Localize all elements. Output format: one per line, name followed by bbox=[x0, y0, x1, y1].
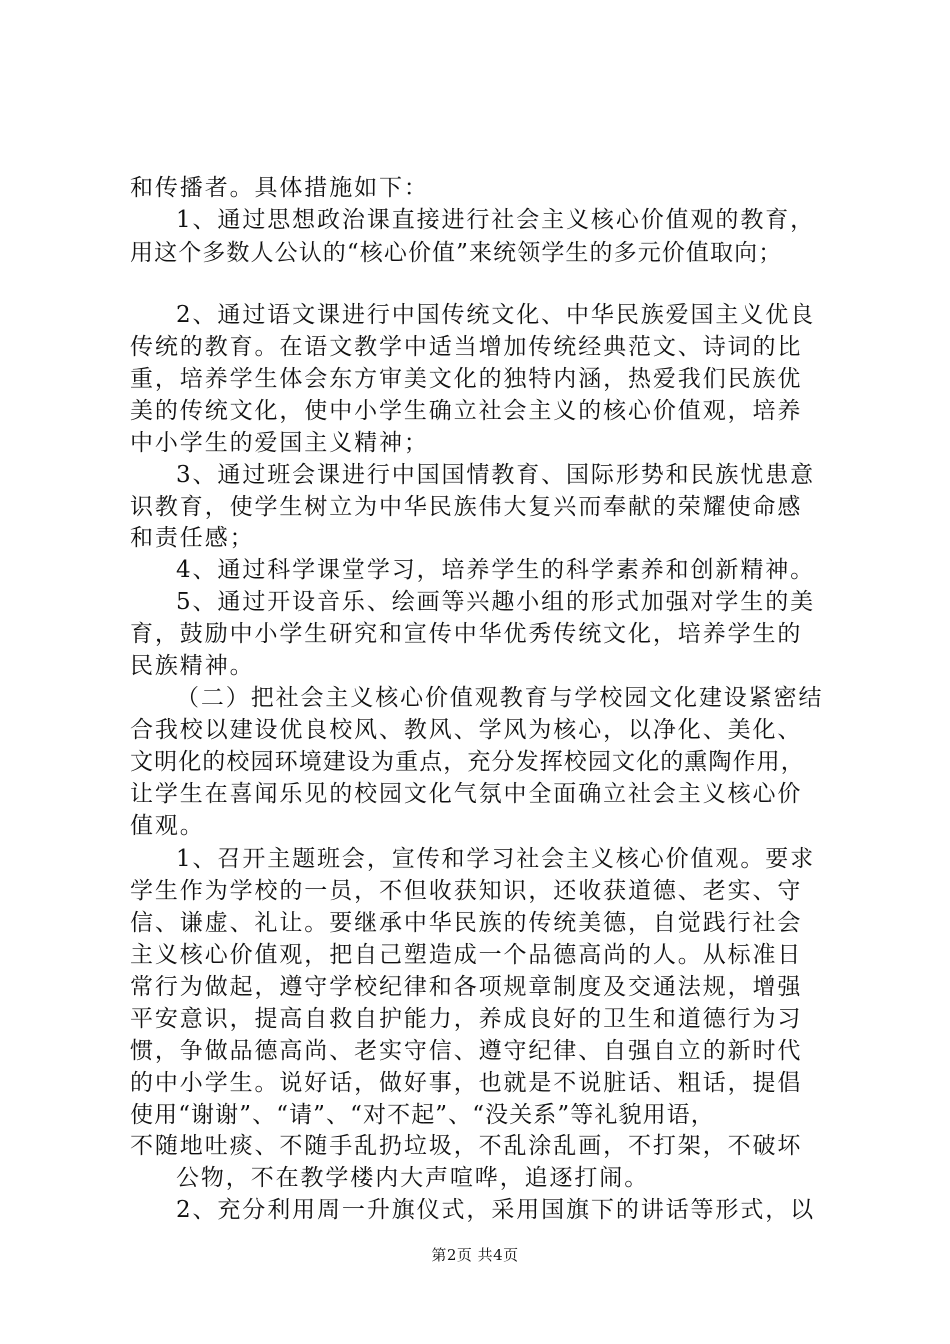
text-line: 中小学生的爱国主义精神； bbox=[130, 430, 429, 456]
text-line: 的中小学生。说好话，做好事，也就是不说脏话、粗话，提倡 bbox=[130, 1070, 803, 1096]
text-line: 信、谦虚、礼让。要继承中华民族的传统美德，自觉践行社会 bbox=[130, 910, 803, 936]
text-line: 不随地吐痰、不随手乱扔垃圾，不乱涂乱画，不打架，不破坏 bbox=[130, 1133, 803, 1159]
text-line: 民族精神。 bbox=[130, 653, 255, 679]
text-line: 3、通过班会课进行中国国情教育、国际形势和民族忧患意 bbox=[176, 462, 816, 488]
text-line: 学生作为学校的一员，不但收获知识，还收获道德、老实、守 bbox=[130, 878, 803, 904]
text-line: 和传播者。具体措施如下： bbox=[130, 175, 429, 201]
text-line: 平安意识，提高自救自护能力，养成良好的卫生和道德行为习 bbox=[130, 1006, 803, 1032]
text-line: 2、通过语文课进行中国传统文化、中华民族爱国主义优良 bbox=[176, 302, 816, 328]
text-line: 和责任感； bbox=[130, 525, 255, 551]
text-line: 值观。 bbox=[130, 813, 205, 839]
text-line: 惯，争做品德高尚、老实守信、遵守纪律、自强自立的新时代 bbox=[130, 1038, 803, 1064]
text-line: （二）把社会主义核心价值观教育与学校园文化建设紧密结 bbox=[176, 685, 824, 711]
text-line: 常行为做起，遵守学校纪律和各项规章制度及交通法规，增强 bbox=[130, 974, 803, 1000]
page-number-footer: 第2页 共4页 bbox=[431, 1246, 519, 1264]
text-line: 2、充分利用周一升旗仪式，采用国旗下的讲话等形式，以 bbox=[176, 1197, 816, 1223]
text-line: 主义核心价值观，把自己塑造成一个品德高尚的人。从标准日 bbox=[130, 942, 803, 968]
text-line: 5、通过开设音乐、绘画等兴趣小组的形式加强对学生的美 bbox=[176, 589, 816, 615]
text-line: 育，鼓励中小学生研究和宣传中华优秀传统文化，培养学生的 bbox=[130, 621, 803, 647]
text-line: 让学生在喜闻乐见的校园文化气氛中全面确立社会主义核心价 bbox=[130, 781, 803, 807]
text-line: 4、通过科学课堂学习，培养学生的科学素养和创新精神。 bbox=[176, 557, 816, 583]
text-line: 识教育，使学生树立为中华民族伟大复兴而奉献的荣耀使命感 bbox=[130, 494, 803, 520]
text-line: 美的传统文化，使中小学生确立社会主义的核心价值观，培养 bbox=[130, 398, 803, 424]
text-line: 使用“谢谢”、“请”、“对不起”、“没关系”等礼貌用语， bbox=[130, 1102, 715, 1128]
text-line: 传统的教育。在语文教学中适当增加传统经典范文、诗词的比 bbox=[130, 334, 803, 360]
text-line: 1、通过思想政治课直接进行社会主义核心价值观的教育， bbox=[176, 207, 816, 233]
text-line: 公物，不在教学楼内大声喧哗，追逐打闹。 bbox=[176, 1165, 650, 1191]
text-line: 重，培养学生体会东方审美文化的独特内涵，热爱我们民族优 bbox=[130, 366, 803, 392]
text-line: 1、召开主题班会，宣传和学习社会主义核心价值观。要求 bbox=[176, 846, 816, 872]
text-line: 合我校以建设优良校风、教风、学风为核心，以净化、美化、 bbox=[130, 717, 803, 743]
text-line: 用这个多数人公认的“核心价值”来统领学生的多元价值取向； bbox=[130, 240, 783, 266]
text-line: 文明化的校园环境建设为重点，充分发挥校园文化的熏陶作用， bbox=[130, 749, 805, 775]
